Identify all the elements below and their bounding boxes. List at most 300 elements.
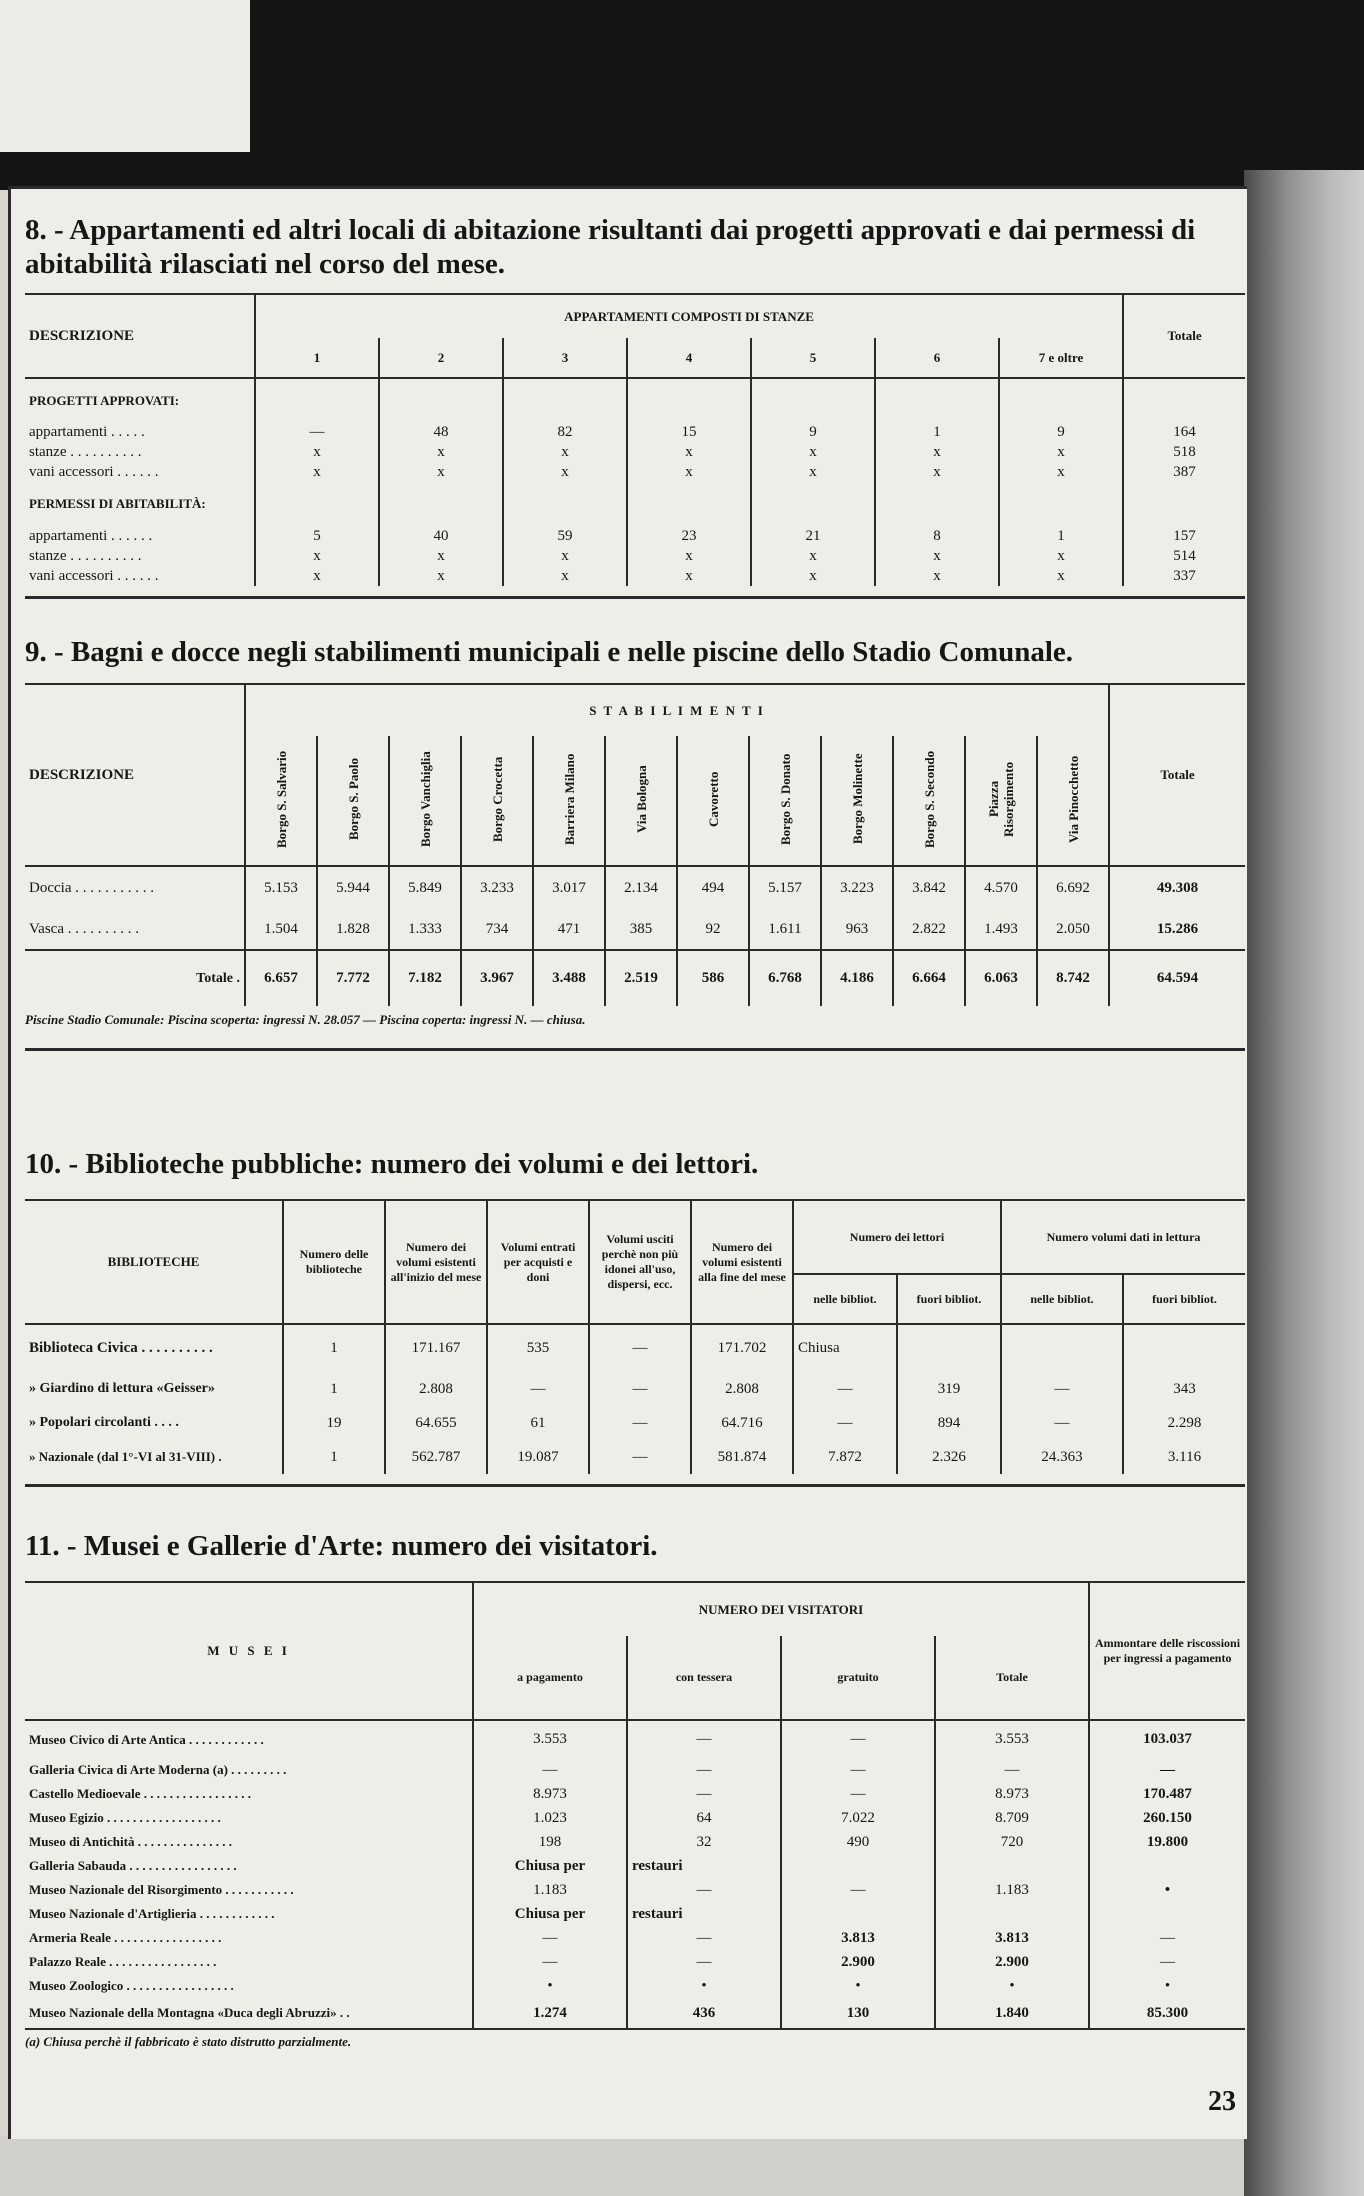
cell: 103.037: [1089, 1720, 1245, 1758]
scan-paper-corner: [0, 0, 250, 152]
cell: 21: [751, 526, 875, 546]
cell: —: [793, 1372, 897, 1406]
cell: 562.787: [385, 1440, 487, 1474]
t9-head-group: S T A B I L I M E N T I: [245, 684, 1109, 736]
cell: [897, 1324, 1001, 1372]
cell: 494: [677, 866, 749, 910]
t9-col-6: Cavoretto: [705, 770, 721, 827]
cell: [1089, 1902, 1245, 1926]
row-label: vani accessori . . . . . .: [29, 463, 159, 480]
t8-group-progetti: PROGETTI APPROVATI:: [29, 392, 180, 408]
t11-footnote: (a) Chiusa perchè il fabbricato è stato distrutto parzialmente.: [25, 2028, 1245, 2050]
row-label: Biblioteca Civica . . . . . . . . . .: [29, 1340, 213, 1356]
t9-footnote: Piscine Stadio Comunale: Piscina scoperta: ingressi N. 28.057 — Piscina coperta: ingressi N. — chiusa.: [25, 1012, 586, 1027]
cell: 8.742: [1037, 950, 1109, 1006]
cell: 4.186: [821, 950, 893, 1006]
cell: 61: [487, 1406, 589, 1440]
t9-col-11: Via Pinocchetto: [1065, 754, 1081, 843]
cell: 720: [935, 1830, 1089, 1854]
cell: x: [255, 566, 379, 586]
cell: [935, 1902, 1089, 1926]
cell: 2.298: [1123, 1406, 1245, 1440]
cell: x: [255, 442, 379, 462]
cell: 1: [283, 1324, 385, 1372]
cell: —: [627, 1758, 781, 1782]
cell: 5.849: [389, 866, 461, 910]
table-row: [25, 910, 1245, 950]
section-11: [25, 1529, 1245, 2050]
row-label: stanze . . . . . . . . . .: [29, 443, 142, 460]
cell: —: [1001, 1372, 1123, 1406]
cell: [781, 1854, 935, 1878]
t10-head-fine: Numero dei volumi esistenti alla fine del mese: [691, 1200, 793, 1324]
cell: —: [589, 1372, 691, 1406]
row-label: Armeria Reale . . . . . . . . . . . . . . . . .: [29, 1930, 222, 1945]
cell: —: [781, 1782, 935, 1806]
page-number: 23: [1208, 2086, 1236, 2117]
cell: 436: [627, 1998, 781, 2028]
cell: —: [589, 1406, 691, 1440]
t9-col-1: Borgo S. Paolo: [345, 757, 361, 840]
cell-total: 64.594: [1109, 950, 1245, 1006]
cell: x: [999, 546, 1123, 566]
section-8: [25, 213, 1245, 599]
t10-head-fuori-2: fuori bibliot.: [1123, 1274, 1245, 1324]
cell: 894: [897, 1406, 1001, 1440]
table-8-title: 8. - Appartamenti ed altri locali di abitazione risultanti dai progetti approvati e dai permessi di abitabilità rilasciati nel corso del mese.: [25, 214, 1196, 280]
cell: 59: [503, 526, 627, 546]
t10-head-nelle-2: nelle bibliot.: [1001, 1274, 1123, 1324]
cell: 19: [283, 1406, 385, 1440]
cell: Chiusa per: [473, 1902, 627, 1926]
t9-col-8: Borgo Molinette: [849, 753, 865, 844]
table-11-title: 11. - Musei e Gallerie d'Arte: numero dei visitatori.: [25, 1530, 658, 1562]
t8-col-4: 4: [627, 338, 751, 378]
cell: 9: [751, 422, 875, 442]
table-row: [25, 1440, 1245, 1474]
cell: 2.900: [935, 1950, 1089, 1974]
row-label: Galleria Sabauda . . . . . . . . . . . . . . . . .: [29, 1858, 237, 1873]
t9-col-4: Barriera Milano: [561, 752, 577, 845]
cell: x: [751, 442, 875, 462]
cell: 6.692: [1037, 866, 1109, 910]
cell: —: [589, 1440, 691, 1474]
cell: 130: [781, 1998, 935, 2028]
row-label: Vasca . . . . . . . . . .: [29, 921, 139, 937]
row-label: stanze . . . . . . . . . .: [29, 547, 142, 564]
table-row: [25, 1902, 1245, 1926]
cell: 2.134: [605, 866, 677, 910]
cell: x: [751, 462, 875, 482]
cell: 48: [379, 422, 503, 442]
row-label: » Nazionale (dal 1°-VI al 31-VIII) .: [29, 1449, 222, 1464]
cell: x: [751, 566, 875, 586]
section-10: [25, 1147, 1245, 1487]
cell: 535: [487, 1324, 589, 1372]
cell-total: 518: [1123, 442, 1245, 462]
cell: x: [379, 566, 503, 586]
row-label: Museo Nazionale del Risorgimento . . . . . . . . . . .: [29, 1882, 294, 1897]
cell: —: [1001, 1406, 1123, 1440]
table-row: [25, 546, 1245, 566]
table-8: [25, 293, 1245, 586]
cell: —: [627, 1782, 781, 1806]
cell: •: [627, 1974, 781, 1998]
t9-col-10: Piazza Risorgimento: [986, 760, 1016, 837]
cell: 3.233: [461, 866, 533, 910]
t10-head-bib: BIBLIOTECHE: [107, 1254, 200, 1269]
cell: 490: [781, 1830, 935, 1854]
cell: 1: [999, 526, 1123, 546]
cell: —: [473, 1926, 627, 1950]
row-label: Castello Medioevale . . . . . . . . . . . . . . . . .: [29, 1786, 252, 1801]
cell: 3.017: [533, 866, 605, 910]
t9-head-total: Totale: [1109, 684, 1245, 866]
cell: —: [781, 1720, 935, 1758]
cell: 7.022: [781, 1806, 935, 1830]
cell: 8: [875, 526, 999, 546]
cell: 85.300: [1089, 1998, 1245, 2028]
cell: 6.768: [749, 950, 821, 1006]
cell-total: 164: [1123, 422, 1245, 442]
cell: 19.800: [1089, 1830, 1245, 1854]
row-label: Museo di Antichità . . . . . . . . . . . . . . .: [29, 1834, 232, 1849]
table-row-total: [25, 950, 1245, 1006]
cell: —: [1089, 1926, 1245, 1950]
t9-col-9: Borgo S. Secondo: [921, 749, 937, 848]
table-11: [25, 1581, 1245, 2028]
t11-col-pagamento: a pagamento: [473, 1636, 627, 1720]
cell: x: [751, 546, 875, 566]
cell: 319: [897, 1372, 1001, 1406]
cell: 1.023: [473, 1806, 627, 1830]
cell: 8.973: [473, 1782, 627, 1806]
row-label: Museo Civico di Arte Antica . . . . . . . . . . . .: [29, 1731, 264, 1747]
cell: 198: [473, 1830, 627, 1854]
cell: x: [627, 462, 751, 482]
cell-total: 157: [1123, 526, 1245, 546]
t10-head-fuori-1: fuori bibliot.: [897, 1274, 1001, 1324]
cell: 64: [627, 1806, 781, 1830]
t11-head-group: NUMERO DEI VISITATORI: [473, 1582, 1089, 1636]
cell: Chiusa: [793, 1324, 897, 1372]
t8-col-3: 3: [503, 338, 627, 378]
cell: •: [1089, 1878, 1245, 1902]
t11-col-totale: Totale: [935, 1636, 1089, 1720]
cell: 1.504: [245, 910, 317, 950]
t10-head-usc: Volumi usciti perchè non più idonei all'uso, dispersi, ecc.: [589, 1200, 691, 1324]
cell: 4.570: [965, 866, 1037, 910]
cell: 40: [379, 526, 503, 546]
t9-col-5: Via Bologna: [633, 764, 649, 833]
cell: 963: [821, 910, 893, 950]
t8-col-2: 2: [379, 338, 503, 378]
cell: —: [781, 1878, 935, 1902]
table-row: [25, 1854, 1245, 1878]
cell: —: [935, 1758, 1089, 1782]
t11-head-ammontare: Ammontare delle riscossioni per ingressi a pagamento: [1089, 1582, 1245, 1720]
cell: 7.182: [389, 950, 461, 1006]
cell: [1123, 1324, 1245, 1372]
cell: 2.900: [781, 1950, 935, 1974]
cell: —: [255, 422, 379, 442]
cell: 2.822: [893, 910, 965, 950]
cell: 82: [503, 422, 627, 442]
row-label: Museo Nazionale d'Artiglieria . . . . . . . . . . . .: [29, 1906, 275, 1921]
t9-col-2: Borgo Vanchiglia: [417, 750, 433, 847]
row-label: Totale .: [196, 970, 240, 986]
cell: —: [473, 1758, 627, 1782]
cell: 7.872: [793, 1440, 897, 1474]
row-label: Doccia . . . . . . . . . . .: [29, 880, 154, 896]
cell: x: [503, 566, 627, 586]
cell: 1.274: [473, 1998, 627, 2028]
divider: [25, 596, 1245, 599]
cell-total: 514: [1123, 546, 1245, 566]
t10-head-lettori: Numero dei lettori: [793, 1200, 1001, 1274]
t10-head-vol: Numero dei volumi esistenti all'inizio del mese: [385, 1200, 487, 1324]
cell: 3.967: [461, 950, 533, 1006]
cell: x: [379, 462, 503, 482]
t11-head-musei: M U S E I: [207, 1643, 290, 1658]
table-row: [25, 1926, 1245, 1950]
section-9: [25, 635, 1245, 1051]
cell: 3.116: [1123, 1440, 1245, 1474]
cell: —: [781, 1758, 935, 1782]
t10-head-num: Numero delle biblioteche: [283, 1200, 385, 1324]
cell: 1: [283, 1372, 385, 1406]
table-row: [25, 1806, 1245, 1830]
divider: [25, 1484, 1245, 1487]
t8-col-1: 1: [255, 338, 379, 378]
cell: 24.363: [1001, 1440, 1123, 1474]
table-row: [25, 1830, 1245, 1854]
table-9-title: 9. - Bagni e docce negli stabilimenti municipali e nelle piscine dello Stadio Comunale.: [25, 636, 1074, 668]
row-label: vani accessori . . . . . .: [29, 567, 159, 584]
cell: 92: [677, 910, 749, 950]
cell: 9: [999, 422, 1123, 442]
row-label: » Popolari circolanti . . . .: [29, 1415, 179, 1430]
cell: x: [379, 442, 503, 462]
cell: 23: [627, 526, 751, 546]
cell: 385: [605, 910, 677, 950]
cell: 1.493: [965, 910, 1037, 950]
cell: 2.326: [897, 1440, 1001, 1474]
cell: x: [999, 462, 1123, 482]
cell: 8.709: [935, 1806, 1089, 1830]
cell: 5.944: [317, 866, 389, 910]
cell: restauri: [627, 1902, 781, 1926]
cell: —: [487, 1372, 589, 1406]
cell: x: [255, 546, 379, 566]
cell: [935, 1854, 1089, 1878]
table-9: [25, 683, 1245, 1006]
cell: 1.183: [935, 1878, 1089, 1902]
cell: 3.553: [473, 1720, 627, 1758]
cell: x: [255, 462, 379, 482]
t10-head-acq: Volumi entrati per acquisti e doni: [487, 1200, 589, 1324]
cell: 1.840: [935, 1998, 1089, 2028]
t8-col-6: 6: [875, 338, 999, 378]
t11-col-tessera: con tessera: [627, 1636, 781, 1720]
cell: 2.808: [385, 1372, 487, 1406]
cell: 1: [875, 422, 999, 442]
cell: 6.063: [965, 950, 1037, 1006]
cell: 19.087: [487, 1440, 589, 1474]
row-label: Palazzo Reale . . . . . . . . . . . . . . . . .: [29, 1954, 217, 1969]
cell: x: [875, 462, 999, 482]
table-row: [25, 866, 1245, 910]
cell: x: [875, 566, 999, 586]
cell: —: [627, 1720, 781, 1758]
table-row: [25, 442, 1245, 462]
t10-head-vol-lettura: Numero volumi dati in lettura: [1001, 1200, 1245, 1274]
cell: [781, 1902, 935, 1926]
cell: restauri: [627, 1854, 781, 1878]
table-row: [25, 1974, 1245, 1998]
row-label: Museo Zoologico . . . . . . . . . . . . . . . . .: [29, 1978, 234, 1993]
cell: 2.050: [1037, 910, 1109, 950]
cell: x: [503, 462, 627, 482]
row-label: appartamenti . . . . .: [29, 423, 145, 440]
cell: x: [627, 442, 751, 462]
row-label: Museo Egizio . . . . . . . . . . . . . . . . . .: [29, 1810, 221, 1825]
cell: x: [627, 546, 751, 566]
cell: 3.223: [821, 866, 893, 910]
cell: 260.150: [1089, 1806, 1245, 1830]
t9-col-0: Borgo S. Salvario: [273, 749, 289, 848]
t8-head-total: Totale: [1123, 294, 1245, 378]
t8-head-group: APPARTAMENTI COMPOSTI DI STANZE: [255, 294, 1123, 338]
table-10: [25, 1199, 1245, 1474]
cell: x: [875, 442, 999, 462]
cell: 7.772: [317, 950, 389, 1006]
t9-head-desc: DESCRIZIONE: [29, 766, 135, 783]
cell: 1.611: [749, 910, 821, 950]
cell: —: [1089, 1950, 1245, 1974]
cell: x: [627, 566, 751, 586]
divider: [25, 1048, 1245, 1051]
cell: 3.813: [781, 1926, 935, 1950]
table-row: [25, 1758, 1245, 1782]
table-row: [25, 1998, 1245, 2028]
cell: x: [875, 546, 999, 566]
cell: 586: [677, 950, 749, 1006]
table-row: [25, 1324, 1245, 1372]
t8-head-desc: DESCRIZIONE: [29, 327, 135, 344]
cell: •: [473, 1974, 627, 1998]
t9-col-3: Borgo Crocetta: [489, 755, 505, 842]
cell: 5.157: [749, 866, 821, 910]
cell: •: [1089, 1974, 1245, 1998]
cell: 1.828: [317, 910, 389, 950]
cell: 64.655: [385, 1406, 487, 1440]
cell: •: [781, 1974, 935, 1998]
cell: 734: [461, 910, 533, 950]
cell: •: [935, 1974, 1089, 1998]
t8-group-abitabilita: PERMESSI DI ABITABILITÀ:: [29, 496, 206, 511]
cell: —: [627, 1950, 781, 1974]
table-row: [25, 1782, 1245, 1806]
document-page: [8, 186, 1247, 2139]
cell: 1.183: [473, 1878, 627, 1902]
table-row: [25, 1950, 1245, 1974]
cell: 32: [627, 1830, 781, 1854]
cell: 8.973: [935, 1782, 1089, 1806]
table-10-title: 10. - Biblioteche pubbliche: numero dei volumi e dei lettori.: [25, 1148, 759, 1180]
cell: —: [1089, 1758, 1245, 1782]
row-label: » Giardino di lettura «Geisser»: [29, 1381, 215, 1396]
cell: 5.153: [245, 866, 317, 910]
scan-bottom-edge: [0, 2136, 1244, 2196]
cell: 170.487: [1089, 1782, 1245, 1806]
table-row: [25, 1720, 1245, 1758]
table-row: [25, 526, 1245, 546]
table-row: [25, 462, 1245, 482]
cell: 6.664: [893, 950, 965, 1006]
cell: —: [627, 1926, 781, 1950]
cell-total: 15.286: [1109, 910, 1245, 950]
cell-total: 49.308: [1109, 866, 1245, 910]
cell: 64.716: [691, 1406, 793, 1440]
t10-head-nelle-1: nelle bibliot.: [793, 1274, 897, 1324]
cell: —: [589, 1324, 691, 1372]
cell: 1: [283, 1440, 385, 1474]
cell: x: [503, 442, 627, 462]
cell: 2.519: [605, 950, 677, 1006]
cell: 581.874: [691, 1440, 793, 1474]
table-row: [25, 1878, 1245, 1902]
cell: —: [473, 1950, 627, 1974]
table-row: [25, 566, 1245, 586]
cell: 5: [255, 526, 379, 546]
cell: x: [999, 566, 1123, 586]
cell: —: [627, 1878, 781, 1902]
cell: 3.813: [935, 1926, 1089, 1950]
row-label: Museo Nazionale della Montagna «Duca degli Abruzzi» . .: [29, 2005, 350, 2020]
cell: 15: [627, 422, 751, 442]
cell: 2.808: [691, 1372, 793, 1406]
row-label: appartamenti . . . . . .: [29, 527, 153, 544]
cell: x: [503, 546, 627, 566]
cell: 6.657: [245, 950, 317, 1006]
cell: 3.553: [935, 1720, 1089, 1758]
cell: 171.702: [691, 1324, 793, 1372]
cell-total: 337: [1123, 566, 1245, 586]
table-row: [25, 1406, 1245, 1440]
cell: —: [793, 1406, 897, 1440]
cell: 3.488: [533, 950, 605, 1006]
cell: 471: [533, 910, 605, 950]
cell: Chiusa per: [473, 1854, 627, 1878]
row-label: Galleria Civica di Arte Moderna (a) . . . . . . . . .: [29, 1762, 287, 1777]
t9-col-7: Borgo S. Donato: [777, 752, 793, 845]
table-row: [25, 1372, 1245, 1406]
cell: [1089, 1854, 1245, 1878]
table-row: [25, 422, 1245, 442]
t8-col-7: 7 e oltre: [999, 338, 1123, 378]
cell: 171.167: [385, 1324, 487, 1372]
t11-col-gratuito: gratuito: [781, 1636, 935, 1720]
cell: 1.333: [389, 910, 461, 950]
scan-right-edge: [1244, 170, 1364, 2196]
cell: x: [379, 546, 503, 566]
cell: 343: [1123, 1372, 1245, 1406]
t8-col-5: 5: [751, 338, 875, 378]
cell-total: 387: [1123, 462, 1245, 482]
cell: x: [999, 442, 1123, 462]
cell: 3.842: [893, 866, 965, 910]
